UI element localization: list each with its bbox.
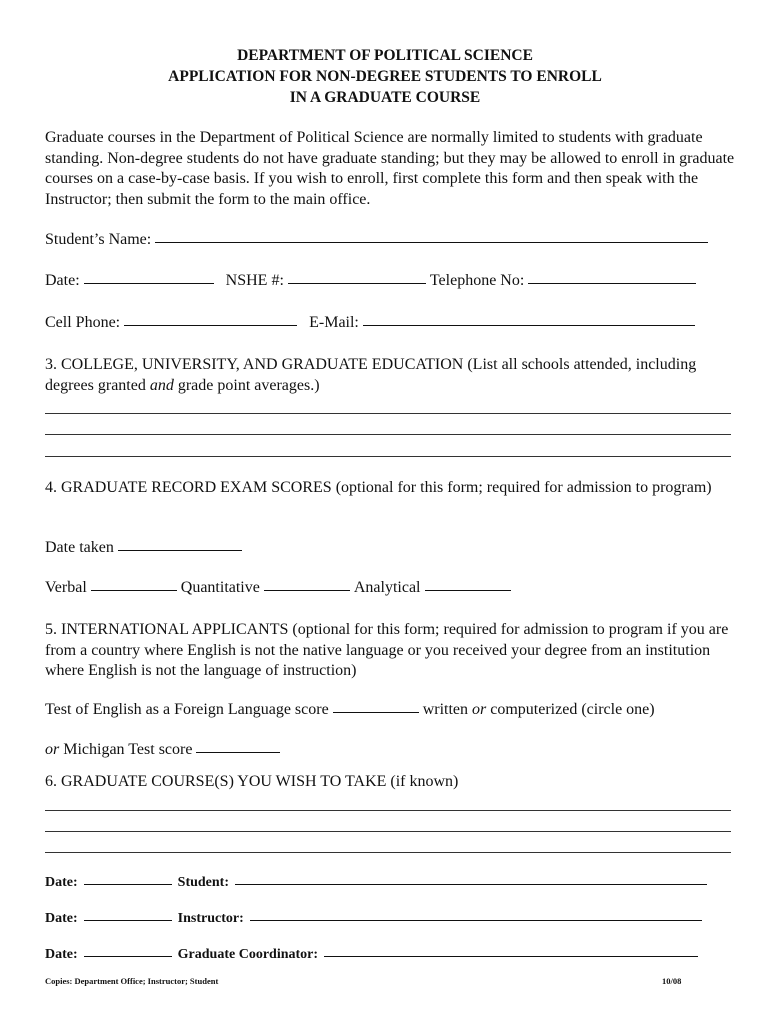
gre-scores-row (45, 579, 515, 597)
written-option[interactable]: written (422, 701, 469, 718)
verbal-label: Verbal (45, 579, 87, 596)
analytical-score-field[interactable] (425, 589, 511, 591)
or-text: or (472, 701, 487, 718)
form-title-line-1: DEPARTMENT OF POLITICAL SCIENCE (237, 47, 533, 64)
verbal-score-field[interactable] (91, 589, 177, 591)
student-signature-field[interactable] (235, 883, 707, 885)
course-line-1[interactable] (45, 810, 731, 811)
cell-phone-field[interactable] (124, 324, 297, 326)
date-taken-row (45, 539, 246, 557)
section-3-heading-text: 3. COLLEGE, UNIVERSITY, AND GRADUATE EDUCATION (List all schools attended, including degrees granted (45, 356, 697, 394)
telephone-field[interactable] (528, 282, 696, 284)
section-3-heading-tail: grade point averages.) (177, 376, 320, 394)
section-3-heading (45, 355, 735, 396)
student-date-field[interactable] (84, 883, 172, 885)
copies-note: Copies: Department Office; Instructor; Student (45, 976, 219, 986)
instructor-signature-field[interactable] (250, 919, 702, 921)
nshe-label: NSHE #: (225, 272, 284, 289)
cell-email-row (45, 314, 699, 332)
email-field[interactable] (363, 324, 695, 326)
student-signature-row (45, 875, 713, 891)
michigan-label: Michigan Test score (63, 741, 193, 758)
student-label: Student: (177, 875, 230, 890)
date-taken-label: Date taken (45, 539, 114, 556)
michigan-score-field[interactable] (196, 751, 280, 753)
course-line-3[interactable] (45, 852, 731, 853)
quantitative-label: Quantitative (180, 579, 260, 596)
quantitative-score-field[interactable] (264, 589, 350, 591)
date-label: Date: (45, 272, 80, 289)
analytical-label: Analytical (353, 579, 421, 596)
cell-phone-label: Cell Phone: (45, 314, 121, 331)
education-line-3[interactable] (45, 456, 731, 457)
student-date-label: Date: (45, 875, 78, 890)
education-line-1[interactable] (45, 413, 731, 414)
form-title-line-2: APPLICATION FOR NON-DEGREE STUDENTS TO ENROLL (168, 68, 602, 85)
section-6-heading: 6. GRADUATE COURSE(S) YOU WISH TO TAKE (if known) (45, 773, 459, 790)
coordinator-date-label: Date: (45, 947, 78, 962)
toefl-row (45, 701, 655, 719)
course-line-2[interactable] (45, 831, 731, 832)
student-name-label: Student’s Name: (45, 231, 152, 248)
contact-row (45, 272, 700, 290)
toefl-score-field[interactable] (333, 711, 419, 713)
coordinator-signature-row (45, 947, 704, 963)
instructor-label: Instructor: (177, 911, 244, 926)
toefl-label: Test of English as a Foreign Language score (45, 701, 329, 718)
form-title-line-3: IN A GRADUATE COURSE (289, 89, 481, 106)
instructor-date-label: Date: (45, 911, 78, 926)
coordinator-signature-field[interactable] (324, 955, 698, 957)
instructor-signature-row (45, 911, 708, 927)
section-5-heading: 5. INTERNATIONAL APPLICANTS (optional for this form; required for admission to program if you are from a country where English is not the native language or you received your degree from an institution where English is not the language of instruction) (45, 621, 729, 679)
michigan-or-text: or (45, 741, 60, 758)
email-label: E-Mail: (309, 314, 359, 331)
date-field[interactable] (84, 282, 214, 284)
coordinator-label: Graduate Coordinator: (177, 947, 319, 962)
intro-paragraph: Graduate courses in the Department of Political Science are normally limited to students with graduate standing. Non-degree students do not have graduate standing; but they may be allowed to enroll in graduate courses on a case-by-case basis. If you wish to enroll, first complete this form and then speak with the Instructor; then submit the form to the main office. (45, 129, 735, 208)
student-name-field[interactable] (155, 241, 708, 243)
nshe-field[interactable] (288, 282, 426, 284)
student-name-row (45, 231, 712, 249)
section-3-emphasis: and (149, 376, 174, 394)
date-taken-field[interactable] (118, 549, 242, 551)
michigan-row (45, 741, 284, 759)
coordinator-date-field[interactable] (84, 955, 172, 957)
telephone-label: Telephone No: (429, 272, 525, 289)
education-line-2[interactable] (45, 434, 731, 435)
form-version: 10/08 (662, 976, 682, 986)
section-4-heading: 4. GRADUATE RECORD EXAM SCORES (optional for this form; required for admission to program) (45, 479, 712, 496)
computerized-option[interactable]: computerized (circle one) (490, 701, 655, 718)
instructor-date-field[interactable] (84, 919, 172, 921)
